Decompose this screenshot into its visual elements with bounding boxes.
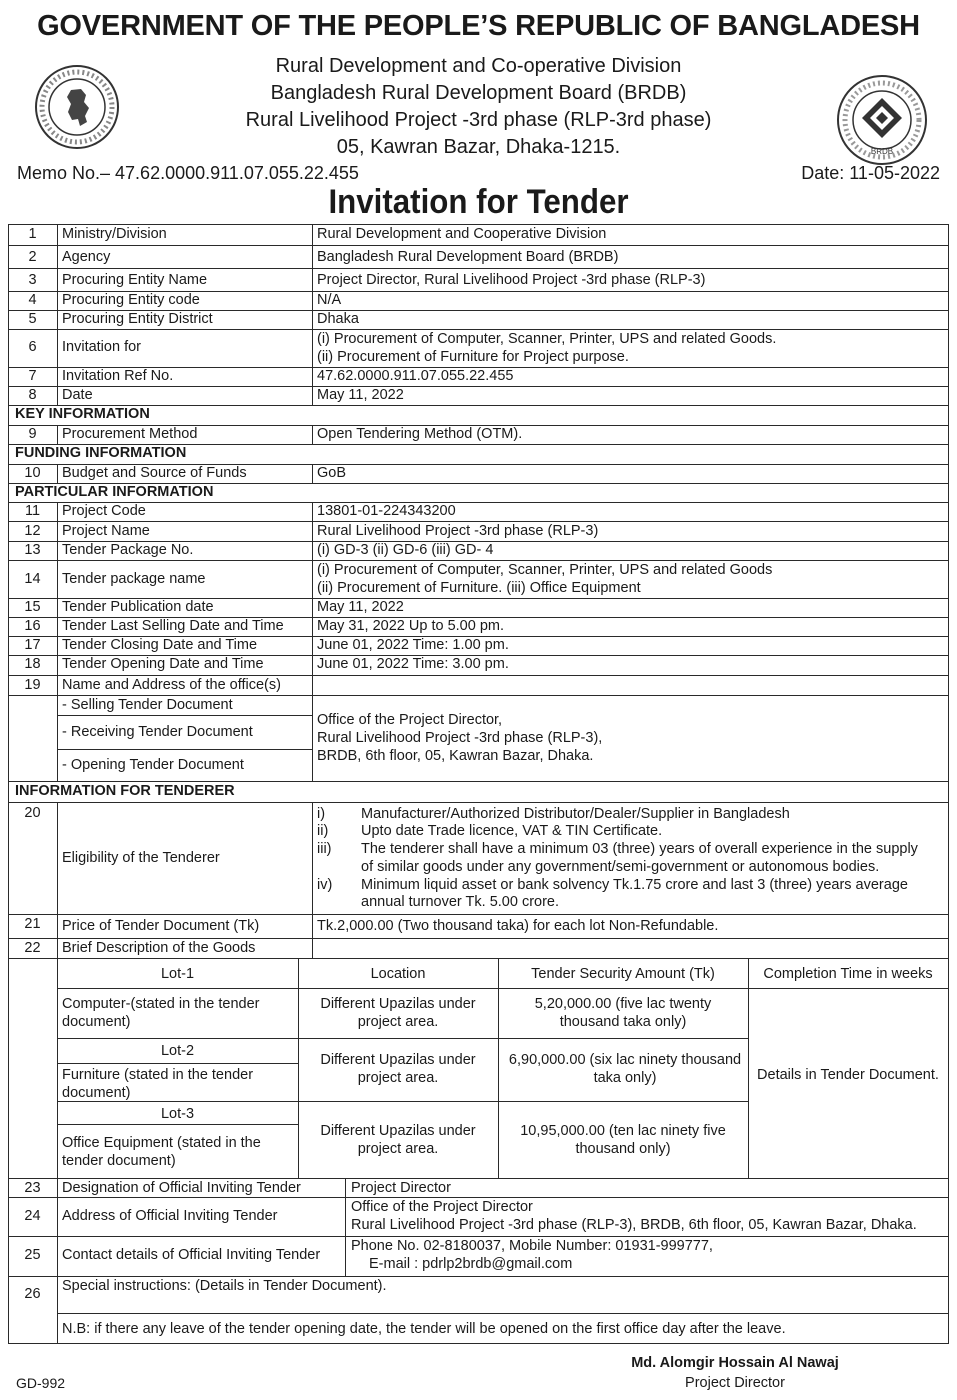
project-line: Rural Livelihood Project -3rd phase (RLP-3rd phase) (245, 109, 712, 131)
row-number: 14 (24, 571, 41, 587)
row-number: 17 (24, 637, 41, 653)
memo-number: Memo No.– 47.62.0000.911.07.055.22.455 (17, 163, 359, 183)
row-number: 25 (24, 1247, 41, 1263)
row-value: 13801-01-224343200 (317, 503, 456, 519)
eligibility-mark: ii) (317, 823, 329, 839)
government-title: GOVERNMENT OF THE PEOPLE’S REPUBLIC OF BANGLADESH (37, 10, 920, 42)
eligibility-item: Minimum liquid asset or bank solvency Tk.1.75 crore and last 3 (three) years average (361, 877, 908, 893)
office-address-line2: Rural Livelihood Project -3rd phase (RLP-3), (317, 730, 603, 746)
row-value-line2: (ii) Procurement of Furniture for Project purpose. (317, 349, 629, 365)
row-value: Dhaka (317, 311, 359, 327)
row-label: Procurement Method (62, 426, 198, 442)
division-line: Rural Development and Co-operative Division (275, 55, 682, 77)
row-value: GoB (317, 465, 347, 481)
lot3-title: Lot-3 (160, 1106, 195, 1122)
row-label: Contact details of Official Inviting Tender (62, 1247, 321, 1263)
receiving-tender-label: - Receiving Tender Document (62, 724, 253, 740)
row-value: N/A (317, 292, 342, 308)
row-label: Project Code (62, 503, 146, 519)
row-value-line1: Office of the Project Director (351, 1199, 533, 1215)
row-number: 4 (28, 292, 37, 308)
lot3-location: Different Upazilas under project area. (320, 1123, 476, 1157)
row-value-line2: Rural Livelihood Project -3rd phase (RLP-3), BRDB, 6th floor, 05, Kawran Bazar, Dhaka. (351, 1217, 917, 1233)
row-label: Invitation Ref No. (62, 368, 174, 384)
lot-header-security: Tender Security Amount (Tk) (531, 966, 715, 982)
gd-code: GD-992 (16, 1375, 66, 1391)
office-address-line3: BRDB, 6th floor, 05, Kawran Bazar, Dhaka. (317, 748, 594, 764)
row-label: Ministry/Division (62, 226, 167, 242)
row-number: 1 (28, 226, 37, 242)
lot2-title: Lot-2 (160, 1043, 195, 1059)
contact-email: E-mail : pdrlp2brdb@gmail.com (369, 1256, 573, 1272)
row-number: 19 (24, 677, 41, 693)
row-value: Project Director (351, 1180, 451, 1196)
row-label: Date (62, 387, 93, 403)
eligibility-item: annual turnover Tk. 5.00 crore. (361, 894, 560, 910)
row-value: May 31, 2022 Up to 5.00 pm. (317, 618, 504, 634)
lot1-amount: 5,20,000.00 (five lac twenty thousand taka only) (534, 996, 712, 1030)
row-value: June 01, 2022 Time: 1.00 pm. (317, 637, 509, 653)
section-heading-funding: FUNDING INFORMATION (15, 445, 187, 461)
row-label: Procuring Entity code (62, 292, 200, 308)
row-value: May 11, 2022 (317, 599, 404, 615)
row-number: 9 (28, 426, 37, 442)
row-number: 5 (28, 311, 37, 327)
row-value: Open Tendering Method (OTM). (317, 426, 523, 442)
lot-header-lot1: Lot-1 (160, 966, 195, 982)
office-address-line1: Office of the Project Director, (317, 712, 503, 728)
lot-header-location: Location (370, 966, 426, 982)
row-label: Project Name (62, 523, 150, 539)
board-line: Bangladesh Rural Development Board (BRDB) (270, 82, 687, 104)
section-heading-tenderer: INFORMATION FOR TENDERER (15, 783, 235, 799)
row-value: Rural Livelihood Project -3rd phase (RLP-3) (317, 523, 599, 539)
nb-note: N.B: if there any leave of the tender opening date, the tender will be opened on the first office day after the leave. (62, 1321, 786, 1337)
row-label: Agency (62, 249, 111, 265)
row-number: 18 (24, 656, 41, 672)
opening-tender-label: - Opening Tender Document (62, 757, 244, 773)
row-number: 12 (24, 523, 41, 539)
special-instructions: Special instructions: (Details in Tender Document). (62, 1278, 387, 1294)
lot1-description: Computer-(stated in the tender document) (62, 996, 260, 1030)
row-value-line1: Phone No. 02-8180037, Mobile Number: 01931-999777, (351, 1238, 713, 1254)
row-label: Tender Opening Date and Time (62, 656, 264, 672)
memo-date: Date: 11-05-2022 (801, 163, 940, 183)
row-label: Eligibility of the Tenderer (62, 850, 220, 866)
lot3-amount: 10,95,000.00 (ten lac ninety five thousand only) (520, 1123, 726, 1157)
row-label: Procuring Entity Name (62, 272, 208, 288)
row-value-line1: (i) Procurement of Computer, Scanner, Printer, UPS and related Goods. (317, 331, 777, 347)
eligibility-item: The tenderer shall have a minimum 03 (three) years of overall experience in the supply (361, 841, 918, 857)
eligibility-mark: iii) (317, 841, 332, 857)
row-number: 2 (28, 249, 37, 265)
row-label: Tender Package No. (62, 542, 194, 558)
row-number: 13 (24, 542, 41, 558)
document-title: Invitation for Tender (328, 183, 629, 221)
address-line: 05, Kawran Bazar, Dhaka-1215. (336, 136, 621, 158)
row-value: Project Director, Rural Livelihood Project -3rd phase (RLP-3) (317, 272, 706, 288)
completion-details: Details in Tender Document. (757, 1067, 939, 1083)
row-label: Designation of Official Inviting Tender (62, 1180, 301, 1196)
lot2-location: Different Upazilas under project area. (320, 1052, 476, 1086)
row-number: 15 (24, 599, 41, 615)
row-label: Name and Address of the office(s) (62, 677, 281, 693)
row-value: June 01, 2022 Time: 3.00 pm. (317, 656, 509, 672)
row-number: 22 (24, 940, 41, 956)
row-number: 7 (28, 368, 37, 384)
row-number: 10 (24, 465, 41, 481)
signatory-name: Md. Alomgir Hossain Al Nawaj (631, 1355, 839, 1371)
row-number: 16 (24, 618, 41, 634)
row-label: Brief Description of the Goods (62, 940, 256, 956)
row-label: Tender Closing Date and Time (62, 637, 258, 653)
row-value-line1: (i) Procurement of Computer, Scanner, Printer, UPS and related Goods (317, 562, 773, 578)
row-value: Bangladesh Rural Development Board (BRDB) (317, 249, 619, 265)
eligibility-item: Manufacturer/Authorized Distributor/Dealer/Supplier in Bangladesh (361, 806, 790, 822)
row-label: Invitation for (62, 339, 141, 355)
eligibility-mark: i) (317, 806, 326, 822)
row-value-line2: (ii) Procurement of Furniture. (iii) Office Equipment (317, 580, 641, 596)
row-number: 8 (28, 387, 37, 403)
row-number: 3 (28, 272, 37, 288)
lot2-amount: 6,90,000.00 (six lac ninety thousand taka only) (508, 1052, 742, 1086)
brdb-logo-text: BRDB (870, 147, 894, 156)
row-value: Rural Development and Cooperative Division (317, 226, 607, 242)
row-label: Budget and Source of Funds (62, 465, 247, 481)
row-value: Tk.2,000.00 (Two thousand taka) for each lot Non-Refundable. (317, 918, 719, 934)
section-heading-particular: PARTICULAR INFORMATION (15, 484, 214, 500)
row-number: 6 (28, 339, 37, 355)
eligibility-item: of similar goods under any government/semi-government or autonomous bodies. (361, 859, 880, 875)
row-number: 23 (24, 1180, 41, 1196)
row-number: 20 (24, 805, 41, 821)
row-value: May 11, 2022 (317, 387, 404, 403)
lot3-description: Office Equipment (stated in the tender document) (62, 1135, 261, 1169)
row-label: Tender Publication date (62, 599, 214, 615)
row-label: Price of Tender Document (Tk) (62, 918, 260, 934)
row-value: 47.62.0000.911.07.055.22.455 (317, 368, 514, 384)
row-value: (i) GD-3 (ii) GD-6 (iii) GD- 4 (317, 542, 494, 558)
row-number: 21 (24, 916, 41, 932)
row-number: 26 (24, 1286, 41, 1302)
row-label: Tender Last Selling Date and Time (62, 618, 284, 634)
lot2-description: Furniture (stated in the tender document) (62, 1067, 254, 1101)
eligibility-item: Upto date Trade licence, VAT & TIN Certificate. (361, 823, 663, 839)
row-number: 11 (24, 503, 41, 519)
signatory-designation: Project Director (685, 1375, 785, 1391)
lot1-location: Different Upazilas under project area. (320, 996, 476, 1030)
row-label: Address of Official Inviting Tender (62, 1208, 278, 1224)
row-label: Procuring Entity District (62, 311, 213, 327)
selling-tender-label: - Selling Tender Document (62, 697, 233, 713)
lot-header-completion: Completion Time in weeks (763, 966, 933, 982)
section-heading-key: KEY INFORMATION (15, 406, 150, 422)
row-number: 24 (24, 1208, 41, 1224)
eligibility-mark: iv) (317, 877, 333, 893)
row-label: Tender package name (62, 571, 206, 587)
